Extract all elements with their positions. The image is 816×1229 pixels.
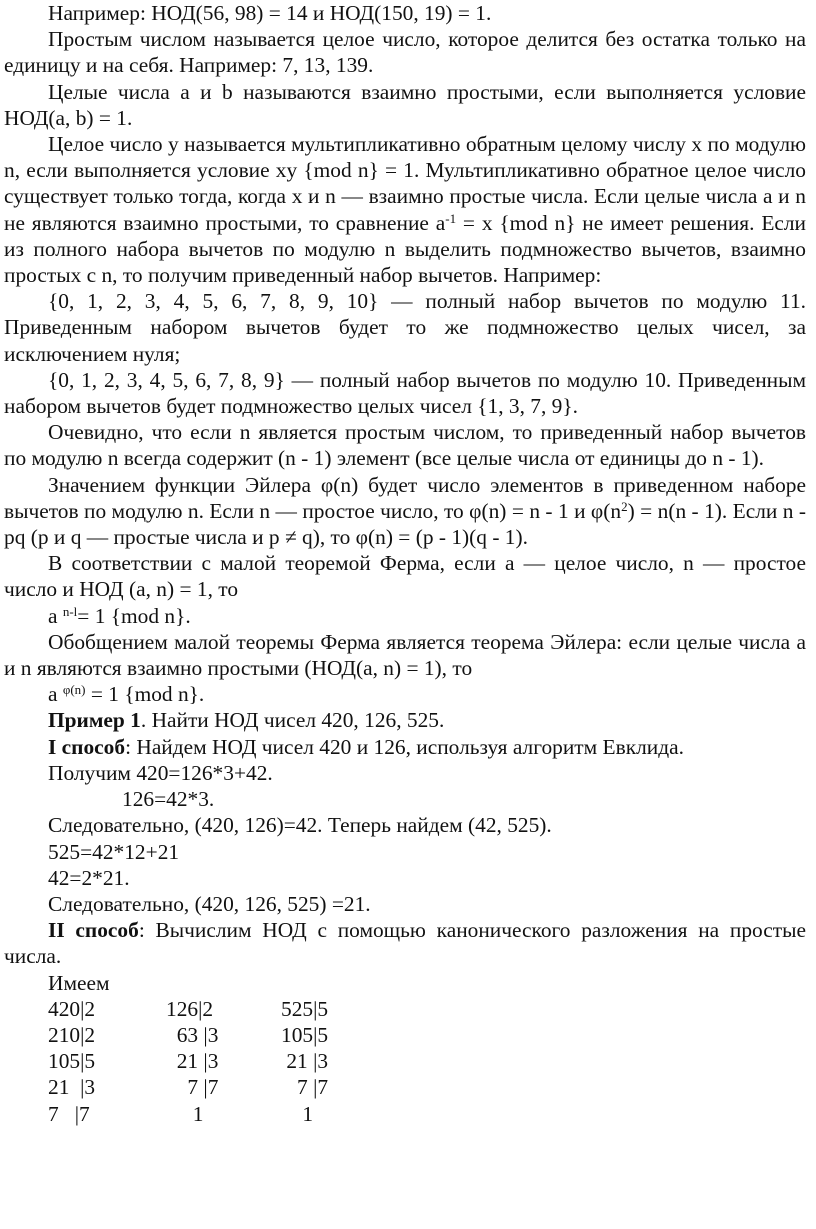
superscript: 2 <box>621 498 628 514</box>
paragraph-prime-residues: Очевидно, что если n является простым числом, то приведенный набор вычетов по модулю n всегда содержит (n - 1) элемент (все целые числа от единицы до n - 1). <box>4 420 806 471</box>
table-cell: 105|5 <box>281 1022 329 1047</box>
table-cell: 105|5 <box>48 1049 96 1074</box>
table-cell: 525|5 <box>281 996 329 1021</box>
bold-label: I способ <box>48 734 126 759</box>
calc-line: 42=2*21. <box>48 865 130 890</box>
text-run: : Вычислим НОД с помощью канонического разложения на простые числа. <box>4 918 806 969</box>
text-run: = 1 {mod n}. <box>77 603 191 628</box>
calc-line: Получим 420=126*3+42. <box>48 760 273 785</box>
formula-euler <box>4 681 806 707</box>
table-cell: 7 |7 <box>166 1075 219 1100</box>
paragraph-gcd-example: Например: НОД(56, 98) = 14 и НОД(150, 19) = 1. <box>48 1 492 25</box>
calc-line: 525=42*12+21 <box>48 839 180 864</box>
paragraph-fermat-theorem: В соответствии с малой теоремой Ферма, если a — целое число, n — простое число и НОД (a, n) = 1, то <box>4 551 806 602</box>
text-run: Целое число y называется мультипликативно обратным целому числу x по модулю n, если выполняется условие xy {mod n} = 1. Мультипликативно обратное целое число существует только тогда, когда x и n — взаимно простые числа. Если целые числа a и n не являются взаимно простыми, то сравнение a <box>4 132 806 235</box>
text-run: Значением функции Эйлера φ(n) будет число элементов в приведенном наборе вычетов по модулю n. Если n — простое число, то φ(n) = n - 1 и φ(n <box>4 472 806 523</box>
factorization-table <box>4 996 806 1127</box>
calc-line: 126=42*3. <box>122 787 215 812</box>
table-cell: 21 |3 <box>166 1049 219 1074</box>
table-cell: 21 |3 <box>281 1049 329 1074</box>
text-run: = x {mod n} не имеет решения. Если из полного набора вычетов по модулю n выделить подмножество вычетов, взаимно простых с n, то получим приведенный набор вычетов. Например: <box>4 210 807 288</box>
superscript: φ(n) <box>62 682 86 698</box>
method-1-heading <box>4 734 806 760</box>
table-row <box>48 996 806 1022</box>
table-cell: 210|2 <box>48 1022 96 1047</box>
table-cell: 7 |7 <box>48 1101 90 1126</box>
calc-line: Имеем <box>48 970 110 995</box>
text-run: : Найдем НОД чисел 420 и 126, используя алгоритм Евклида. <box>125 734 684 759</box>
text-run: ) = n(n - 1). Если n - pq (p и q — простые числа и p ≠ q), то φ(n) = (p - 1)(q - 1). <box>4 498 806 550</box>
text-run: a <box>48 603 63 628</box>
table-cell: 420|2 <box>48 996 96 1021</box>
calc-line: Следовательно, (420, 126, 525) =21. <box>48 891 371 916</box>
table-cell: 63 |3 <box>166 1022 219 1047</box>
paragraph-prime-definition: Простым числом называется целое число, которое делится без остатка только на единицу и на себя. Например: 7, 13, 139. <box>4 27 806 78</box>
document-body <box>4 0 806 1127</box>
paragraph-residue-set-10: {0, 1, 2, 3, 4, 5, 6, 7, 8, 9} — полный набор вычетов по модулю 10. Приведенным набором вычетов будет подмножество целых чисел {1, 3, 7, 9}. <box>4 367 806 419</box>
text-run: = 1 {mod n}. <box>85 682 205 707</box>
formula-fermat <box>4 603 806 629</box>
text-run: a <box>48 682 63 707</box>
table-cell: 1 <box>281 1101 314 1126</box>
paragraph-euler-function <box>4 472 806 551</box>
text-run: . Найти НОД чисел 420, 126, 525. <box>140 708 445 733</box>
table-cell: 7 |7 <box>281 1075 329 1100</box>
calc-line: Следовательно, (420, 126)=42. Теперь найдем (42, 525). <box>48 813 552 838</box>
method-2-heading <box>4 917 806 969</box>
bold-label: II способ <box>48 918 139 943</box>
paragraph-euler-theorem: Обобщением малой теоремы Ферма является теорема Эйлера: если целые числа a и n являются взаимно простыми (НОД(a, n) = 1), то <box>4 629 806 681</box>
superscript: n-l <box>62 603 78 619</box>
table-row <box>48 1074 806 1100</box>
table-row <box>48 1048 806 1074</box>
bold-label: Пример 1 <box>48 708 141 733</box>
table-cell: 1 <box>166 1101 204 1126</box>
superscript: -1 <box>445 210 457 226</box>
table-cell: 21 |3 <box>48 1075 96 1100</box>
paragraph-multiplicative-inverse <box>4 131 806 288</box>
example-heading <box>4 707 806 733</box>
paragraph-residue-set-11: {0, 1, 2, 3, 4, 5, 6, 7, 8, 9, 10} — полный набор вычетов по модулю 11. Приведенным набором вычетов будет то же подмножество целых чисел, за исключением нуля; <box>4 289 806 366</box>
table-row <box>48 1101 806 1127</box>
table-cell: 126|2 <box>166 996 214 1021</box>
table-row <box>48 1022 806 1048</box>
paragraph-coprime-definition: Целые числа a и b называются взаимно простыми, если выполняется условие НОД(a, b) = 1. <box>4 79 806 130</box>
